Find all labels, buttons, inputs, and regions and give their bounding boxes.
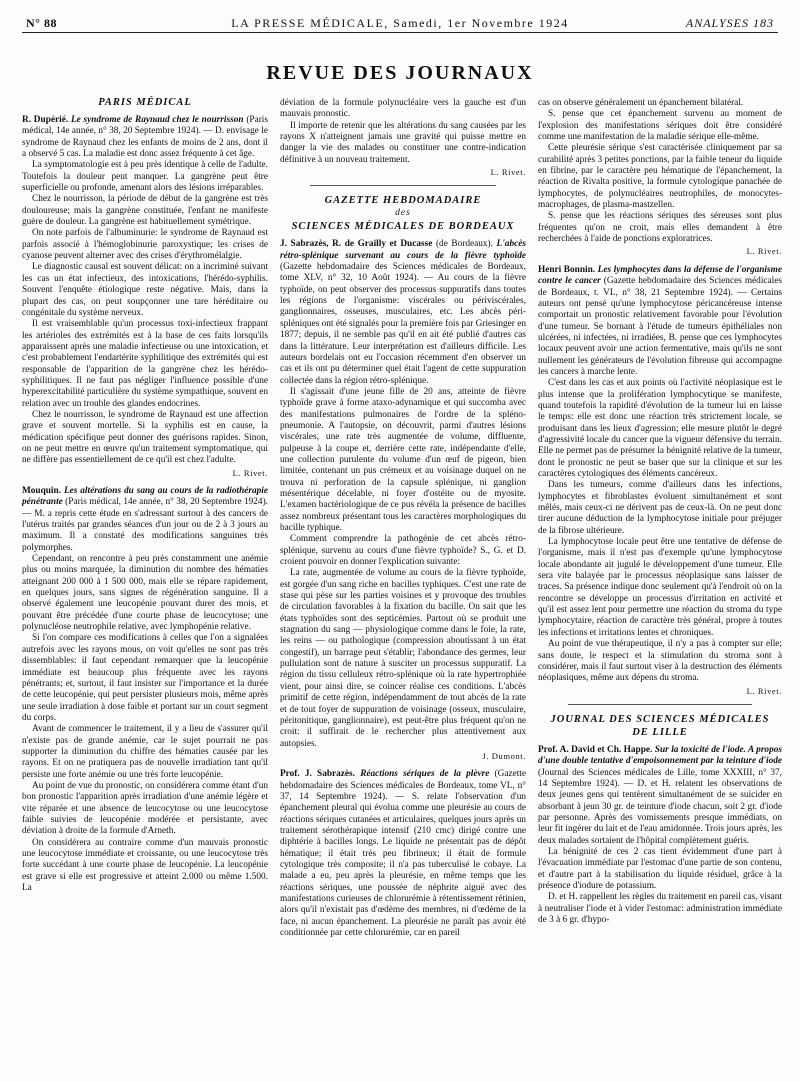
article-title: L'abcès rétro-splénique survenant au cours de la fièvre typhoïde	[280, 239, 526, 261]
article-signature: L. Rivet.	[232, 467, 268, 478]
section-heading: PARIS MÉDICAL	[98, 97, 192, 108]
article-paragraph: Au point de vue du pronostic, on considérera comme étant d'un bon pronostic l'apparition après irradiation d'une anémie légère et vite réparée et une absence de leucocytose ou une leucocytose faible suivies de leucopénie modérée et persistante, avec déviation à droite de la formule d'Arneth.	[22, 780, 268, 837]
article-paragraph: Il est vraisemblable qu'un processus toxi-infectieux frappant les artérioles des extrémités est à la base de ces faits lorsqu'ils apparaissent après une maladie infectieuse ou une intoxication, et c'est probablement l'endartérite syphilitique des extrémités qui est responsable de l'apparition de la gangrène chez les hérédo-syphilitiques. Il ne faut pas négliger l'influence possible d'une hyperexcitabilité particulière du système sympathique, souvent en relation avec un trouble des glandes endocrines.	[22, 319, 268, 409]
article-paragraph: Il importe de retenir que les altérations du sang causées par les rayons X n'atteignent jamais une gravité qui puisse mettre en danger la vie des malades ou constituer une contre-indication définitive à un nouveau traitement.	[280, 120, 526, 165]
article-author: R. Dupérié.	[22, 115, 69, 125]
section-heading-line: GAZETTE HEBDOMADAIRE	[324, 195, 482, 207]
section-heading-line: JOURNAL DES SCIENCES MÉDICALES	[550, 713, 770, 725]
article-paragraph: Au point de vue thérapeutique, il n'y a pas à compter sur elle; sans doute, le respect et la stimulation du stroma sont à considérer, mais il faut surtout viser à la destruction des éléments néoplasiques, même aux dépens du stroma.	[538, 639, 782, 684]
article-title: Les lymphocytes dans la défense de l'organisme contre le cancer	[538, 264, 782, 287]
article-ref: (Paris médical, 14e année, n° 38, 20 Septembre 1924). — D. envisage le syndrome de Raynaud chez les enfants de moins de 2 ans, dont il a observé 5 cas. La maladie est donc assez fréquente à cet âge.	[22, 115, 268, 160]
journal-title: LA PRESSE MÉDICALE, Samedi, 1er Novembre 1924	[231, 16, 569, 30]
column-2	[280, 98, 526, 1076]
article-intro	[538, 265, 782, 378]
article-intro	[280, 769, 526, 939]
article-title: Sur la toxicité de l'iode. A propos d'une double tentative d'empoisonnement par la teinture d'iode	[538, 744, 782, 767]
article-ref: (Journal des Sciences médicales de Lille, tome XXXIII, n° 37, 14 Septembre 1924). — D. et H. relatent les observations de deux jeunes gens qui tentèrent simultanément de se suicider en absorbant à jeun 30 gr. de teinture d'iode chacun, soit 2 gr. d'iode par personne. Après des vomissements presque immédiats, on leur fit ingérer du lait et de l'eau amidonnée. Trois jours après, les deux malades sortaient de l'hôpital complètement guéris.	[538, 767, 782, 846]
article-paragraph: S. pense que les réactions sériques des séreuses sont plus fréquentes qu'on ne croit, mais elles demandent à être recherchées à l'aide de ponctions exploratrices.	[538, 211, 782, 245]
article-author: J. Sabrazès, R. de Grailly et Ducasse	[280, 239, 433, 250]
article-paragraph: déviation de la formule polynucléaire vers la gauche est d'un mauvais pronostic.	[280, 98, 526, 120]
section-heading-line: SCIENCES MÉDICALES DE BORDEAUX	[291, 221, 515, 233]
article-author: Henri Bonnin.	[538, 264, 596, 275]
column-3	[538, 98, 782, 1076]
article-paragraph: Avant de commencer le traitement, il y a lieu de s'assurer qu'il n'existe pas de grande anémie, car le sujet pourrait ne pas supporter la diminution du chiffre des hématies causée par les rayons. Et on ne pratiquera pas de nouvelle irradiation tant qu'il persiste une forte anémie ou une très forte leucopénie.	[22, 724, 268, 780]
article-intro	[280, 239, 526, 386]
article-title: Réactions sériques de la plèvre	[360, 769, 490, 780]
article-paragraph: S. pense que cet épanchement survenu au moment de l'explosion des manifestations sériques doit être considéré comme une manifestation de la maladie sérique elle-même.	[538, 109, 782, 143]
article-paragraph: On considérera au contraire comme d'un mauvais pronostic une leucocytose immédiate et croissante, ou une leucocytose très forte succédant à une courte phase de leucopénie. La leucopénie est grave si elle est progressive et atteint 2.000 ou même 1.500. La	[22, 837, 268, 894]
column-1	[22, 90, 268, 1076]
article-paragraph: Cette pleurésie sérique s'est caractérisée cliniquement par sa curabilité après 3 petites ponctions, par la faible teneur du liquide en fibrine, par le caractère peu hématique de l'épanchement, la réaction de Rivalta positive, la formule cytologique panachée de lymphocytes, de polynucléaires neutrophiles, de monocytes-macrophages, de plasma-mastzellen.	[538, 143, 782, 211]
divider	[310, 185, 496, 186]
section-heading	[538, 713, 782, 739]
article-paragraph: La rate, augmentée de volume au cours de la fièvre typhoïde, est gorgée d'un sang riche en bacilles typhiques. C'est une rate de stase qui pèse sur les parties voisines et y provoque des troubles de circulation favorables à la fixation du bacille. On sait que les états typhoïdes sont des septicémies. Partout où se produit une stagnation du sang — physiologique comme dans le foie, la rate, les reins — ou pathologique (compression aboutissant à un état congestif), un barrage peut s'établir; l'abondance des germes, leur pullulation sont de nature à susciter un processus suppuratif. La région du tissu celluleux rétro-splénique où la rate hypertrophiée vient, pour ainsi dire, se coincer réalise ces conditions. L'abcès primitif de cette région, indépendamment de tout abcès de la rate et de tout foyer de suppuration de voisinage (osseux, musculaire, péritonitique, ganglionnaire), est peut-être plus fréquent qu'on ne croit: il suffirait de le rechercher plus attentivement aux autopsies.	[280, 568, 526, 749]
article-paragraph: cas on observe généralement un épanchement bilatéral.	[538, 98, 744, 108]
article-title: Les altérations du sang au cours de la radiothérapie pénétrante	[22, 486, 268, 508]
article-intro	[22, 486, 268, 554]
article-signature: L. Rivet.	[490, 167, 526, 178]
page-header	[22, 10, 778, 33]
article-paragraph: Chez le nourrisson, le syndrome de Raynaud est une affection grave et souvent mortelle. Si la syphilis est en cause, la médication spécifique peut donner des guérisons rapides. Sinon, on ne peut mettre en œuvre qu'un traitement symptomatique, qui ne diffère pas essentiellement de ce qu'il est chez l'adulte.	[22, 409, 268, 466]
revue-title: REVUE DES JOURNAUX	[266, 62, 534, 84]
article-title: Le syndrome de Raynaud chez le nourrisson	[70, 115, 244, 125]
section-heading-line: DE LILLE	[632, 726, 688, 738]
article-signature: L. Rivet.	[746, 246, 782, 257]
section-heading-sub: des	[395, 208, 411, 219]
article-author: Prof. J. Sabrazès.	[280, 769, 355, 780]
article-ref: (Gazette hebdomadaire des Sciences médicales de Bordeaux, tome VL, n° 37, 14 Septembre 1924). — S. relate l'observation d'un épanchement pleural qui évolua comme une pleurésie au cours de réactions sériques cutanées et articulaires, quelques jours après un traitement sérothérapique intensif (210 cmc) dirigé contre une diphtérie à bacilles longs. Le liquide ne présentait pas de dépôt hématique; il était très peu fibrineux; il était de formule cytologique très composite; il n'a pas tuberculisé le cobaye. La malade a eu, peu après la pleurésie, en même temps que les réactions sériques, une poussée de néphrite aiguë avec des manifestations curieuses de chlorurémie à rétentissement rétinien, alors qu'il n'existait pas d'œdème des membres, ni d'œdème de la face, ni aucun épanchement. La pleurésie ne paraît pas avoir été conditionnée par cette chlorurémie, car en pareil	[280, 769, 526, 939]
article-author: Mouquin.	[22, 486, 62, 496]
article-paragraph: Comment comprendre la pathogénie de cet abcès rétro-splénique, survenu au cours d'une fièvre typhoïde? S., G. et D. croient pouvoir en donner l'explication suivante:	[280, 534, 526, 568]
article-paragraph: La symptomatologie est à peu près identique à celle de l'adulte. Toutefois la douleur peut manquer. La gangrène peut être superficielle ou profonde, amenant alors des lésions irréparables.	[22, 160, 268, 194]
article-paragraph: Dans les tumeurs, comme d'ailleurs dans les infections, lymphocytes et fibroblastes évoluent simultanément et sont mêlés, mais ceux-ci ne dérivent pas de ceux-là. On ne peut donc tirer aucune déduction de la lymphocytose initiale pour préjuger de la fibrose ultérieure.	[538, 480, 782, 536]
section-heading	[280, 194, 526, 233]
article-signature: J. Dumont.	[482, 750, 526, 761]
article-paragraph: Il s'agissait d'une jeune fille de 20 ans, atteinte de fièvre typhoïde grave à forme ataxo-adynamique et qui succomba avec des manifestations pulmonaires de l'ordre de la spléno-pneumonie. A l'autopsie, on découvrit, parmi d'autres lésions viscérales, une rate très augmentée de volume, diffluente, pulpeuse à la coupe et, derrière cette rate, indépendante d'elle, une collection purulente du volume d'un œuf de pigeon, bien limitée, contenant un pus crémeux et au voisinage duquel on ne trouva ni perforation de la capsule splénique, ni ganglion mésentérique décelable, ni foyer d'ostéite ou de myosite. L'examen bactériologique de ce pus révéla la présence de bacilles assez nombreux présentant tous les caractères morphologiques du bacille typhique.	[280, 386, 526, 533]
article-ref: (Paris médical, 14e année, n° 38, 20 Septembre 1924). — M. a repris cette étude en s'adressant surtout à des cancers de l'utérus traités par grandes séances d'un jour ou de 2 à 3 jours au maximum. Il a constaté des modifications sanguines très polymorphes.	[22, 497, 268, 553]
article-paragraph: Le diagnostic causal est souvent délicat: on a incriminé suivant les cas un état infectieux, des intoxications, l'hérédo-syphilis. Souvent l'enquête étiologique reste négative. Mais, dans la plupart des cas, on peut soupçonner une tare héréditaire ou congénitale du système nerveux.	[22, 262, 268, 318]
article-paragraph: D. et H. rappellent les règles du traitement en pareil cas, visant à neutraliser l'iode et à vider l'estomac: administration immédiate de 3 à 6 gr. d'hypo-	[538, 892, 782, 926]
article-paragraph: La bénignité de ces 2 cas tient évidemment d'une part à l'évacuation immédiate par l'estomac d'une partie de son contenu, et d'autre part à la stabilisation du liquide résiduel, grâce à la présence d'iodure de potassium.	[538, 846, 782, 891]
page-number: N° 88	[26, 16, 57, 30]
divider	[568, 704, 752, 705]
article-paragraph: C'est dans les cas et aux points où l'activité néoplasique est le plus intense que la prolifération lymphocytique se manifeste, quand toutefois la rapidité d'évolution de la tumeur lui en laisse le temps: elle est donc une réaction très strictement locale, se produisant dans les lieux d'agression; elle mesure plutôt le degré d'agressivité locale du cancer que la vigueur défensive du terrain. Elle ne permet pas de présumer la bénignité relative de la tumeur, dont le pronostic ne peut se baser que sur la clinique et sur les caractères cytologiques des éléments cancéreux.	[538, 378, 782, 479]
article-paragraph: Cependant, on rencontre à peu près constamment une anémie plus ou moins marquée, la diminution du nombre des hématies atteignant 200 000 à 1 500 000, mais elle se répare rapidement, en quelques jours, sans signes de régénération sanguine. Il a observé également une leucopénie pouvant durer des mois, et pouvant être précédée d'une courte phase de leucocytose; une polynucléose neutrophile relative, avec lymphopénie relative.	[22, 554, 268, 633]
article-intro	[22, 115, 268, 160]
article-ref: (Gazette hebdomadaire des Sciences médicales de Bordeaux, t. VL, n° 38, 21 Septembre 1924). — Certains auteurs ont pensé qu'une lymphocytose péricancéreuse intense comportait un pronostic relativement favorable pour l'évolution d'une tumeur. Se bornant à l'étude de tumeurs épithéliales non ulcérées, ni infectées, ni irradiées, B. pense que ces lymphocytes locaux peuvent avoir une action fermentative, mais qu'ils ne sont nullement les générateurs de l'évolution fibreuse qui accompagne les cancers à marche lente.	[538, 276, 782, 377]
article-paragraph: On note parfois de l'albuminurie: le syndrome de Raynaud est parfois associé à l'hémoglobinurie paroxystique; les crises de cyanose peuvent alterner avec des crises d'érythromélalgie.	[22, 228, 268, 262]
article-paragraph: La lymphocytose locale peut être une tentative de défense de l'organisme, mais il n'est pas d'exemple qu'une lymphocytose locale abondante ait jugulé le développement d'une tumeur. Elle sera vite balayée par le processus néoplasique sans laisser de traces. Sa présence indique donc seulement qu'à l'endroit où on la rencontre se développe un processus d'irritation en activité et qu'il est assez lent pour permettre une réaction du stroma du type lymphocytaire, réaction de caractère très général, propre à toutes les infections et irritations lentes et chroniques.	[538, 537, 782, 638]
article-ref: (Gazette hebdomadaire des Sciences médicales de Bordeaux, tome XLV, n° 32, 10 Août 1924). — Au cours de la fièvre typhoïde, on peut observer des processus suppuratifs dans toutes les régions de l'organisme: viscérales ou périviscérales, ganglionnaires, osseuses, musculaires, etc. Les abcès péri-spléniques ont été signalés pour la première fois par Griesinger en 1877; depuis, il ne semble pas qu'il en ait été publié d'autres cas dans la littérature. Leur interprétation est d'ailleurs difficile. Les auteurs bordelais ont eu l'occasion récemment d'en observer un cas et ils ont pu déterminer quel était l'agent de cette suppuration collectée dans la région rétro-splénique.	[280, 262, 526, 386]
article-paragraph: Si l'on compare ces modifications à celles que l'on a signalées autrefois avec les rayons mous, on voit qu'elles ne sont pas très dissemblables: il faut cependant remarquer que la leucopénie immédiate est beaucoup plus fréquente avec les rayons pénétrants; et, surtout, il faut insister sur l'importance et la durée de cette leucopénie, qui peut persister plusieurs mois, même après une seule irradiation à dose faible et portant sur un court segment du corps.	[22, 633, 268, 723]
article-author: Prof. A. David et Ch. Happe.	[538, 744, 653, 755]
article-intro	[538, 745, 782, 847]
article-author-note: (de Bordeaux).	[432, 239, 497, 250]
article-signature: L. Rivet.	[746, 685, 782, 696]
article-paragraph: Chez le nourrisson, la période de début de la gangrène est très douloureuse; mais la gangrène constituée, l'enfant ne manifeste guère de douleur. La gangrène est habituellement symétrique.	[22, 194, 268, 228]
section-page-label: ANALYSES 183	[685, 16, 774, 30]
